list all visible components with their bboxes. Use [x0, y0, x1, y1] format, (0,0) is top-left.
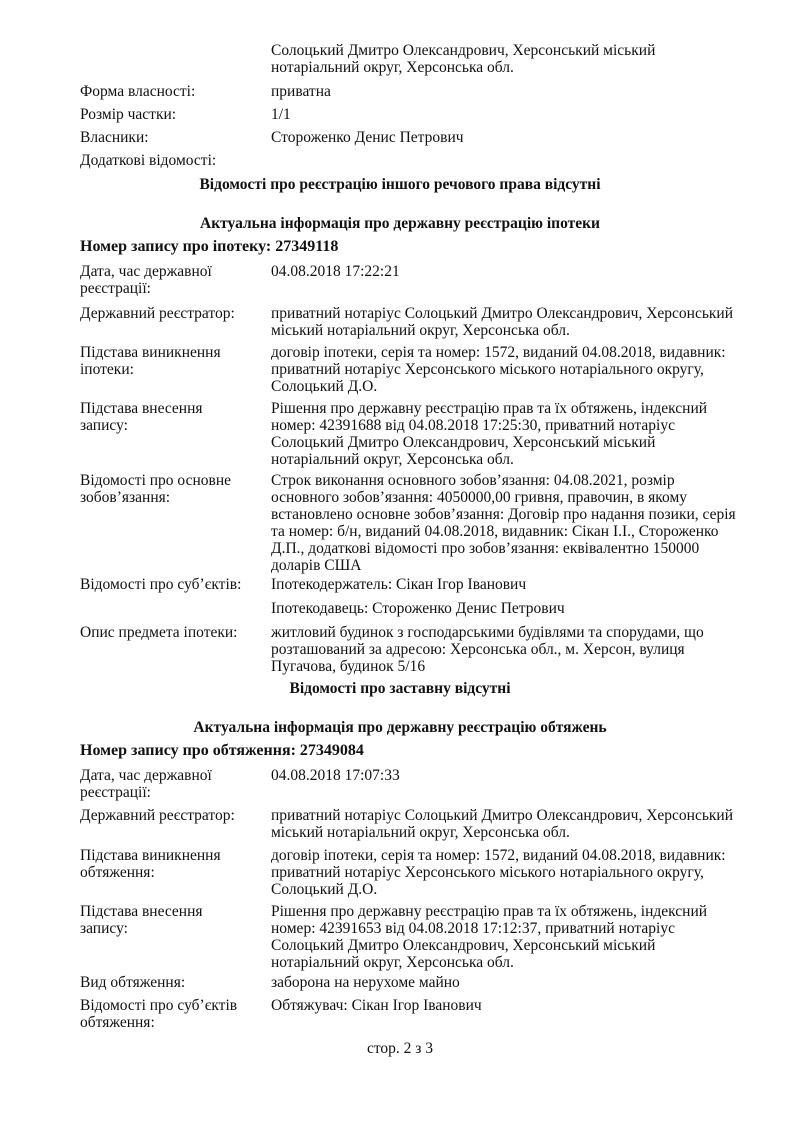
mortgage-subjects-label: Відомості про суб’єктів:	[80, 576, 242, 593]
mortgage-entry-basis-label: Підстава внесення запису:	[80, 400, 203, 434]
mortgage-date-value: 04.08.2018 17:22:21	[271, 263, 400, 280]
encumbrance-subjects-value: Обтяжувач: Сікан Ігор Іванович	[271, 997, 482, 1014]
ownership-form-value: приватна	[271, 83, 331, 100]
encumbrance-basis-value: договір іпотеки, серія та номер: 1572, виданий 04.08.2018, видавник: приватний нотаріус Херсонського міського нотаріального округу, Солоцький Д.О.	[271, 847, 726, 898]
mortgage-holder-value: Іпотекодержатель: Сікан Ігор Іванович	[271, 576, 527, 593]
encumbrance-basis-label: Підстава виникнення обтяження:	[80, 847, 221, 881]
mortgage-registrar-value: приватний нотаріус Солоцький Дмитро Олександрович, Херсонський міський нотаріальний округ, Херсонська обл.	[271, 305, 734, 339]
page-number-footer: стор. 2 з 3	[366, 1040, 434, 1057]
encumbrance-subjects-label: Відомості про суб’єктів обтяження:	[80, 997, 238, 1031]
encumbrance-type-value: заборона на нерухоме майно	[271, 974, 460, 991]
encumbrance-registrar-value: приватний нотаріус Солоцький Дмитро Олександрович, Херсонський міський нотаріальний округ, Херсонська обл.	[271, 807, 734, 841]
owner-continuation-text: Солоцький Дмитро Олександрович, Херсонський міський нотаріальний округ, Херсонська обл.	[271, 42, 656, 76]
encumbrance-date-label: Дата, час державної реєстрації:	[80, 767, 212, 801]
mortgagor-value: Іпотекодавець: Стороженко Денис Петрович	[271, 600, 565, 617]
mortgage-registrar-label: Державний реєстратор:	[80, 305, 235, 322]
additional-info-label: Додаткові відомості:	[80, 152, 217, 169]
share-size-label: Розмір частки:	[80, 106, 177, 123]
owners-value: Стороженко Денис Петрович	[271, 129, 464, 146]
mortgage-subject-desc-value: житловий будинок з господарськими будівлями та спорудами, що розташований за адресою: Херсонська обл., м. Херсон, вулиця Пугачова, будинок 5/16	[271, 624, 704, 675]
encumbrance-entry-basis-label: Підстава внесення запису:	[80, 903, 203, 937]
mortgage-date-label: Дата, час державної реєстрації:	[80, 263, 212, 297]
encumbrance-date-value: 04.08.2018 17:07:33	[271, 767, 400, 784]
encumbrance-type-label: Вид обтяження:	[80, 974, 186, 991]
mortgage-obligation-value: Строк виконання основного зобов’язання: 04.08.2021, розмір основного зобов’язання: 4050000,00 гривня, правочин, в якому встановлено основне зобов’язання: Договір про надання позики, серія та номер: б/н, виданий 04.08.2018, видавник: Сікан І.І., Стороженко Д.П., додаткові відомості про зобов’язання: еквівалентно 150000 доларів США	[271, 472, 736, 574]
mortgage-obligation-label: Відомості про основне зобов’язання:	[80, 472, 231, 506]
mortgage-basis-value: договір іпотеки, серія та номер: 1572, виданий 04.08.2018, видавник: приватний нотаріус Херсонського міського нотаріального округу, Солоцький Д.О.	[271, 344, 726, 395]
ownership-form-label: Форма власності:	[80, 83, 196, 100]
encumbrance-entry-basis-value: Рішення про державну реєстрацію прав та їх обтяжень, індексний номер: 42391653 від 04.08.2018 17:12:37, приватний нотаріус Солоцький Дмитро Олександрович, Херсонський міський нотаріальний округ, Херсонська обл.	[271, 903, 708, 971]
mortgage-section-heading: Актуальна інформація про державну реєстрацію іпотеки	[200, 215, 600, 232]
mortgage-subject-desc-label: Опис предмета іпотеки:	[80, 624, 238, 641]
encumbrance-section-heading: Актуальна інформація про державну реєстрацію обтяжень	[193, 719, 607, 736]
mortgage-record-number: Номер запису про іпотеку: 27349118	[80, 238, 339, 255]
pledge-absent-heading: Відомості про заставну відсутні	[289, 680, 511, 697]
other-right-absent-heading: Відомості про реєстрацію іншого речового права відсутні	[199, 176, 601, 193]
share-size-value: 1/1	[271, 106, 291, 123]
mortgage-basis-label: Підстава виникнення іпотеки:	[80, 344, 221, 378]
encumbrance-record-number: Номер запису про обтяження: 27349084	[80, 742, 364, 759]
owners-label: Власники:	[80, 129, 149, 146]
encumbrance-registrar-label: Державний реєстратор:	[80, 807, 235, 824]
mortgage-entry-basis-value: Рішення про державну реєстрацію прав та їх обтяжень, індексний номер: 42391688 від 04.08.2018 17:25:30, приватний нотаріус Солоцький Дмитро Олександрович, Херсонський міський нотаріальний округ, Херсонська обл.	[271, 400, 708, 468]
